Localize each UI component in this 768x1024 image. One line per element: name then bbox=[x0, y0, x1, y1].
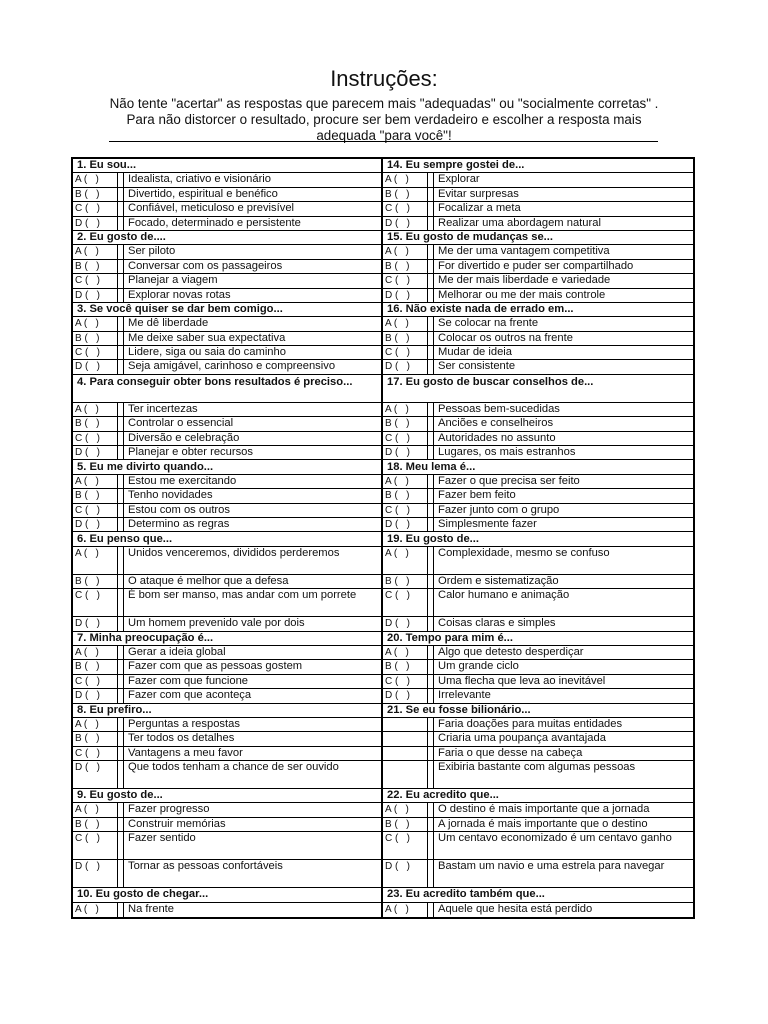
answer-text: Divertido, espiritual e benéfico bbox=[128, 187, 278, 200]
answer-text: Estou me exercitando bbox=[128, 474, 237, 487]
question-heading: 1. Eu sou... bbox=[73, 159, 381, 173]
answer-checkbox[interactable]: D ( ) bbox=[383, 518, 428, 531]
answer-text: Uma flecha que leva ao inevitável bbox=[438, 674, 606, 687]
answer-option-row[interactable] bbox=[73, 761, 381, 789]
answer-text: Um homem prevenido vale por dois bbox=[128, 617, 305, 630]
answer-option-row[interactable] bbox=[73, 289, 381, 303]
answer-checkbox[interactable]: A ( ) bbox=[383, 646, 428, 659]
answer-checkbox[interactable]: A ( ) bbox=[383, 547, 428, 574]
answer-text: A jornada é mais importante que o destino bbox=[438, 817, 648, 830]
answer-checkbox[interactable]: D ( ) bbox=[383, 689, 428, 702]
answer-checkbox[interactable]: A ( ) bbox=[73, 403, 118, 416]
answer-option-row[interactable] bbox=[383, 417, 693, 431]
answer-option-row[interactable] bbox=[73, 689, 381, 703]
answer-checkbox[interactable]: A ( ) bbox=[383, 317, 428, 330]
answer-text: Ser consistente bbox=[438, 360, 516, 373]
answer-checkbox[interactable]: D ( ) bbox=[73, 617, 118, 630]
answer-option-row[interactable] bbox=[73, 903, 381, 917]
page-title: Instruções: bbox=[330, 66, 438, 91]
answer-checkbox[interactable]: C ( ) bbox=[383, 504, 428, 517]
answer-option-row[interactable] bbox=[73, 646, 381, 660]
answer-option-row[interactable] bbox=[73, 360, 381, 374]
question-heading: 5. Eu me divirto quando... bbox=[73, 460, 381, 474]
answer-text: Planejar e obter recursos bbox=[128, 446, 253, 459]
answer-checkbox[interactable]: A ( ) bbox=[73, 317, 118, 330]
answer-option-row[interactable] bbox=[383, 446, 693, 460]
answer-checkbox[interactable]: A ( ) bbox=[73, 718, 118, 731]
header-divider bbox=[109, 141, 658, 142]
answer-option-row[interactable] bbox=[383, 689, 693, 703]
instructions-text: Não tente "acertar" as respostas que parecem mais "adequadas" ou "socialmente corretas" . Para não distorcer o resultado, procure ser bem verdadeiro e escolher a resposta mais adequada "para você"! bbox=[109, 96, 659, 143]
answer-option-row[interactable] bbox=[383, 332, 693, 346]
question-heading: 4. Para conseguir obter bons resultados é preciso... bbox=[73, 375, 381, 403]
answer-checkbox[interactable]: B ( ) bbox=[73, 660, 118, 673]
answer-checkbox[interactable]: A ( ) bbox=[73, 475, 118, 488]
answer-text: É bom ser manso, mas andar com um porrete bbox=[128, 589, 357, 602]
answer-text: Diversão e celebração bbox=[128, 431, 240, 444]
question-heading: 14. Eu sempre gostei de... bbox=[383, 159, 693, 173]
answer-checkbox[interactable]: D ( ) bbox=[383, 860, 428, 887]
answer-checkbox[interactable]: C ( ) bbox=[73, 675, 118, 688]
answer-checkbox[interactable]: D ( ) bbox=[73, 761, 118, 788]
answer-text: O destino é mais importante que a jornada bbox=[438, 803, 650, 816]
answer-checkbox[interactable]: B ( ) bbox=[73, 575, 118, 588]
answer-option-row[interactable] bbox=[383, 245, 693, 259]
answer-option-row[interactable] bbox=[383, 188, 693, 202]
answer-option-row[interactable] bbox=[383, 403, 693, 417]
answer-text: Controlar o essencial bbox=[128, 417, 234, 430]
answer-text: Ser piloto bbox=[128, 245, 176, 258]
question-heading: 8. Eu prefiro... bbox=[73, 704, 381, 718]
answer-text: Exibiria bastante com algumas pessoas bbox=[438, 761, 636, 774]
answer-checkbox[interactable]: A ( ) bbox=[73, 245, 118, 258]
instructions-header bbox=[0, 66, 768, 144]
answer-text: Bastam um navio e uma estrela para navegar bbox=[438, 860, 665, 873]
answer-checkbox[interactable]: D ( ) bbox=[73, 860, 118, 887]
answer-text: Pessoas bem-sucedidas bbox=[438, 402, 560, 415]
answer-checkbox[interactable] bbox=[383, 732, 428, 745]
answer-option-row[interactable] bbox=[73, 832, 381, 860]
answer-option-row[interactable] bbox=[73, 589, 381, 617]
answer-option-row[interactable] bbox=[73, 217, 381, 231]
answer-option-row[interactable] bbox=[73, 718, 381, 732]
answer-option-row[interactable] bbox=[73, 346, 381, 360]
answer-option-row[interactable] bbox=[73, 274, 381, 288]
answer-checkbox[interactable]: B ( ) bbox=[73, 188, 118, 201]
answer-checkbox[interactable]: A ( ) bbox=[73, 547, 118, 574]
answer-text: Autoridades no assunto bbox=[438, 431, 556, 444]
question-heading: 23. Eu acredito também que... bbox=[383, 888, 693, 902]
answer-option-row[interactable] bbox=[73, 675, 381, 689]
answer-option-row[interactable] bbox=[383, 903, 693, 917]
answer-option-row[interactable] bbox=[383, 475, 693, 489]
answer-text: Faria o que desse na cabeça bbox=[438, 746, 583, 759]
answer-option-row[interactable] bbox=[73, 475, 381, 489]
answer-checkbox[interactable]: C ( ) bbox=[73, 832, 118, 859]
answer-text: Gerar a ideia global bbox=[128, 645, 226, 658]
answer-checkbox[interactable]: D ( ) bbox=[383, 617, 428, 630]
answer-text: Fazer progresso bbox=[128, 803, 210, 816]
answer-checkbox[interactable]: D ( ) bbox=[73, 518, 118, 531]
answer-option-row[interactable] bbox=[383, 489, 693, 503]
answer-text: Fazer com que funcione bbox=[128, 674, 249, 687]
answer-option-row[interactable] bbox=[383, 803, 693, 817]
question-heading: 17. Eu gosto de buscar conselhos de... bbox=[383, 375, 693, 403]
answer-text: Tornar as pessoas confortáveis bbox=[128, 860, 283, 873]
answer-option-row[interactable] bbox=[383, 660, 693, 674]
answer-option-row[interactable] bbox=[383, 675, 693, 689]
question-heading: 16. Não existe nada de errado em... bbox=[383, 303, 693, 317]
answer-checkbox[interactable]: D ( ) bbox=[73, 689, 118, 702]
answer-option-row[interactable] bbox=[73, 403, 381, 417]
answer-checkbox[interactable]: C ( ) bbox=[73, 432, 118, 445]
answer-option-row[interactable] bbox=[73, 504, 381, 518]
answer-option-row[interactable] bbox=[73, 260, 381, 274]
answer-option-row[interactable] bbox=[383, 346, 693, 360]
answer-text: Colocar os outros na frente bbox=[438, 331, 573, 344]
questions-column-right bbox=[383, 159, 693, 917]
answer-checkbox[interactable]: B ( ) bbox=[383, 417, 428, 430]
answer-checkbox[interactable]: A ( ) bbox=[383, 903, 428, 917]
answer-option-row[interactable] bbox=[73, 803, 381, 817]
answer-text: Irrelevante bbox=[438, 689, 491, 702]
answer-checkbox[interactable]: C ( ) bbox=[383, 675, 428, 688]
answer-text: Conversar com os passageiros bbox=[128, 259, 283, 272]
question-heading: 2. Eu gosto de.... bbox=[73, 231, 381, 245]
answer-text: Fazer o que precisa ser feito bbox=[438, 474, 580, 487]
answer-option-row[interactable] bbox=[383, 646, 693, 660]
answer-text: Estou com os outros bbox=[128, 503, 230, 516]
answer-text: Evitar surpresas bbox=[438, 187, 519, 200]
answer-option-row[interactable] bbox=[383, 289, 693, 303]
answer-checkbox[interactable]: C ( ) bbox=[383, 274, 428, 287]
questions-column-left bbox=[73, 159, 383, 917]
answer-option-row[interactable] bbox=[73, 417, 381, 431]
answer-option-row[interactable] bbox=[73, 432, 381, 446]
answer-checkbox[interactable]: B ( ) bbox=[383, 660, 428, 673]
answer-text: Explorar bbox=[438, 173, 480, 186]
answer-text: Planejar a viagem bbox=[128, 274, 218, 287]
answer-text: Fazer com que as pessoas gostem bbox=[128, 660, 303, 673]
question-heading: 22. Eu acredito que... bbox=[383, 789, 693, 803]
answer-text: Lidere, siga ou saia do caminho bbox=[128, 346, 286, 359]
answer-option-row[interactable] bbox=[73, 245, 381, 259]
answer-option-row[interactable] bbox=[383, 518, 693, 532]
answer-text: Idealista, criativo e visionário bbox=[128, 173, 272, 186]
answer-text: Coisas claras e simples bbox=[438, 617, 556, 630]
answer-text: Realizar uma abordagem natural bbox=[438, 216, 601, 229]
answer-option-row[interactable] bbox=[383, 217, 693, 231]
answer-checkbox[interactable]: D ( ) bbox=[73, 289, 118, 302]
answer-text: Fazer junto com o grupo bbox=[438, 503, 560, 516]
question-heading: 7. Minha preocupação é... bbox=[73, 632, 381, 646]
answer-text: Aquele que hesita está perdido bbox=[438, 902, 593, 915]
answer-option-row[interactable] bbox=[73, 617, 381, 631]
answer-checkbox[interactable] bbox=[383, 747, 428, 760]
answer-option-row[interactable] bbox=[383, 202, 693, 216]
answer-text: Ter todos os detalhes bbox=[128, 732, 235, 745]
answer-text: Algo que detesto desperdiçar bbox=[438, 645, 584, 658]
answer-checkbox[interactable]: B ( ) bbox=[383, 489, 428, 502]
answer-option-row[interactable] bbox=[383, 173, 693, 187]
answer-text: Se colocar na frente bbox=[438, 317, 539, 330]
answer-option-row[interactable] bbox=[383, 589, 693, 617]
answer-option-row[interactable] bbox=[383, 747, 693, 761]
answer-checkbox[interactable]: C ( ) bbox=[383, 589, 428, 616]
answer-checkbox[interactable]: B ( ) bbox=[383, 575, 428, 588]
answer-text: Perguntas a respostas bbox=[128, 717, 240, 730]
answer-text: Fazer sentido bbox=[128, 832, 196, 845]
answer-option-row[interactable] bbox=[73, 732, 381, 746]
question-heading: 19. Eu gosto de... bbox=[383, 532, 693, 546]
answer-checkbox[interactable]: D ( ) bbox=[73, 217, 118, 230]
answer-option-row[interactable] bbox=[383, 860, 693, 888]
answer-text: Tenho novidades bbox=[128, 489, 213, 502]
answer-checkbox[interactable] bbox=[383, 761, 428, 788]
answer-text: Vantagens a meu favor bbox=[128, 746, 243, 759]
answer-option-row[interactable] bbox=[383, 360, 693, 374]
answer-checkbox[interactable]: A ( ) bbox=[73, 903, 118, 917]
answer-option-row[interactable] bbox=[73, 332, 381, 346]
answer-checkbox[interactable]: A ( ) bbox=[383, 245, 428, 258]
question-heading: 9. Eu gosto de... bbox=[73, 789, 381, 803]
question-heading: 6. Eu penso que... bbox=[73, 532, 381, 546]
answer-checkbox[interactable]: B ( ) bbox=[383, 260, 428, 273]
answer-text: Confiável, meticuloso e previsível bbox=[128, 202, 295, 215]
answer-text: Melhorar ou me der mais controle bbox=[438, 288, 606, 301]
answer-text: Ter incertezas bbox=[128, 402, 198, 415]
answer-option-row[interactable] bbox=[383, 718, 693, 732]
answer-text: Que todos tenham a chance de ser ouvido bbox=[128, 761, 339, 774]
answer-checkbox[interactable]: D ( ) bbox=[73, 446, 118, 459]
answer-checkbox[interactable]: B ( ) bbox=[73, 260, 118, 273]
answer-text: Unidos venceremos, divididos perderemos bbox=[128, 546, 340, 559]
question-heading: 21. Se eu fosse bilionário... bbox=[383, 704, 693, 718]
answer-option-row[interactable] bbox=[73, 489, 381, 503]
answer-checkbox[interactable]: C ( ) bbox=[73, 274, 118, 287]
answer-text: Simplesmente fazer bbox=[438, 517, 537, 530]
answer-checkbox[interactable]: B ( ) bbox=[73, 818, 118, 831]
answer-checkbox[interactable]: B ( ) bbox=[383, 188, 428, 201]
answer-option-row[interactable] bbox=[73, 747, 381, 761]
answer-text: Criaria uma poupança avantajada bbox=[438, 732, 606, 745]
answer-checkbox[interactable]: C ( ) bbox=[383, 346, 428, 359]
answer-option-row[interactable] bbox=[383, 432, 693, 446]
answer-checkbox[interactable]: A ( ) bbox=[73, 646, 118, 659]
answer-text: O ataque é melhor que a defesa bbox=[128, 574, 289, 587]
question-heading: 10. Eu gosto de chegar... bbox=[73, 888, 381, 902]
answer-text: Determino as regras bbox=[128, 517, 230, 530]
answer-text: Fazer com que aconteça bbox=[128, 689, 252, 702]
answer-option-row[interactable] bbox=[383, 732, 693, 746]
answer-checkbox[interactable]: B ( ) bbox=[383, 818, 428, 831]
answer-option-row[interactable] bbox=[73, 575, 381, 589]
answer-checkbox[interactable]: D ( ) bbox=[383, 446, 428, 459]
answer-text: Um centavo economizado é um centavo ganho bbox=[438, 832, 672, 845]
answer-option-row[interactable] bbox=[73, 818, 381, 832]
answer-text: Focado, determinado e persistente bbox=[128, 216, 301, 229]
question-heading: 18. Meu lema é... bbox=[383, 460, 693, 474]
answer-option-row[interactable] bbox=[383, 260, 693, 274]
answer-checkbox[interactable]: A ( ) bbox=[383, 173, 428, 186]
answer-checkbox[interactable]: C ( ) bbox=[73, 589, 118, 616]
answer-checkbox[interactable]: B ( ) bbox=[73, 489, 118, 502]
question-heading: 3. Se você quiser se dar bem comigo... bbox=[73, 303, 381, 317]
answer-option-row[interactable] bbox=[383, 504, 693, 518]
answer-checkbox[interactable]: A ( ) bbox=[383, 475, 428, 488]
answer-text: Me der mais liberdade e variedade bbox=[438, 274, 611, 287]
answer-text: Seja amigável, carinhoso e compreensivo bbox=[128, 360, 336, 373]
answer-text: Um grande ciclo bbox=[438, 660, 519, 673]
answer-option-row[interactable] bbox=[383, 547, 693, 575]
answer-text: Focalizar a meta bbox=[438, 202, 521, 215]
answer-checkbox[interactable]: C ( ) bbox=[73, 202, 118, 215]
answer-checkbox[interactable]: B ( ) bbox=[73, 732, 118, 745]
answer-option-row[interactable] bbox=[73, 446, 381, 460]
answer-option-row[interactable] bbox=[383, 575, 693, 589]
answer-checkbox[interactable]: A ( ) bbox=[383, 403, 428, 416]
answer-option-row[interactable] bbox=[73, 860, 381, 888]
answer-text: Faria doações para muitas entidades bbox=[438, 717, 623, 730]
answer-checkbox[interactable]: A ( ) bbox=[73, 803, 118, 816]
questionnaire-table bbox=[71, 157, 695, 919]
answer-option-row[interactable] bbox=[73, 188, 381, 202]
answer-text: Me der uma vantagem competitiva bbox=[438, 245, 610, 258]
answer-checkbox[interactable]: C ( ) bbox=[383, 832, 428, 859]
answer-option-row[interactable] bbox=[73, 173, 381, 187]
answer-text: Mudar de ideia bbox=[438, 346, 513, 359]
answer-checkbox[interactable]: C ( ) bbox=[383, 432, 428, 445]
answer-option-row[interactable] bbox=[73, 317, 381, 331]
answer-checkbox[interactable]: C ( ) bbox=[73, 747, 118, 760]
question-heading: 15. Eu gosto de mudanças se... bbox=[383, 231, 693, 245]
answer-option-row[interactable] bbox=[73, 518, 381, 532]
answer-text: Explorar novas rotas bbox=[128, 288, 231, 301]
answer-option-row[interactable] bbox=[383, 818, 693, 832]
answer-text: Construir memórias bbox=[128, 817, 226, 830]
answer-checkbox[interactable]: B ( ) bbox=[383, 332, 428, 345]
answer-checkbox[interactable]: D ( ) bbox=[383, 360, 428, 373]
answer-checkbox[interactable] bbox=[383, 718, 428, 731]
answer-checkbox[interactable]: C ( ) bbox=[383, 202, 428, 215]
answer-text: Fazer bem feito bbox=[438, 489, 516, 502]
answer-text: Lugares, os mais estranhos bbox=[438, 446, 576, 459]
answer-text: Me deixe saber sua expectativa bbox=[128, 331, 286, 344]
answer-option-row[interactable] bbox=[73, 547, 381, 575]
question-heading: 20. Tempo para mim é... bbox=[383, 632, 693, 646]
answer-checkbox[interactable]: C ( ) bbox=[73, 504, 118, 517]
answer-option-row[interactable] bbox=[383, 832, 693, 860]
answer-option-row[interactable] bbox=[383, 617, 693, 631]
answer-option-row[interactable] bbox=[383, 761, 693, 789]
answer-option-row[interactable] bbox=[383, 274, 693, 288]
answer-text: For divertido e puder ser compartilhado bbox=[438, 259, 634, 272]
answer-option-row[interactable] bbox=[73, 660, 381, 674]
answer-text: Me dê liberdade bbox=[128, 317, 209, 330]
answer-checkbox[interactable]: A ( ) bbox=[73, 173, 118, 186]
answer-text: Anciões e conselheiros bbox=[438, 417, 554, 430]
answer-checkbox[interactable]: D ( ) bbox=[383, 289, 428, 302]
answer-option-row[interactable] bbox=[73, 202, 381, 216]
answer-text: Na frente bbox=[128, 902, 175, 915]
answer-option-row[interactable] bbox=[383, 317, 693, 331]
answer-checkbox[interactable]: D ( ) bbox=[73, 360, 118, 373]
answer-checkbox[interactable]: B ( ) bbox=[73, 332, 118, 345]
answer-checkbox[interactable]: C ( ) bbox=[73, 346, 118, 359]
answer-checkbox[interactable]: A ( ) bbox=[383, 803, 428, 816]
answer-text: Ordem e sistematização bbox=[438, 574, 559, 587]
answer-checkbox[interactable]: B ( ) bbox=[73, 417, 118, 430]
answer-text: Calor humano e animação bbox=[438, 589, 570, 602]
answer-text: Complexidade, mesmo se confuso bbox=[438, 546, 610, 559]
answer-checkbox[interactable]: D ( ) bbox=[383, 217, 428, 230]
